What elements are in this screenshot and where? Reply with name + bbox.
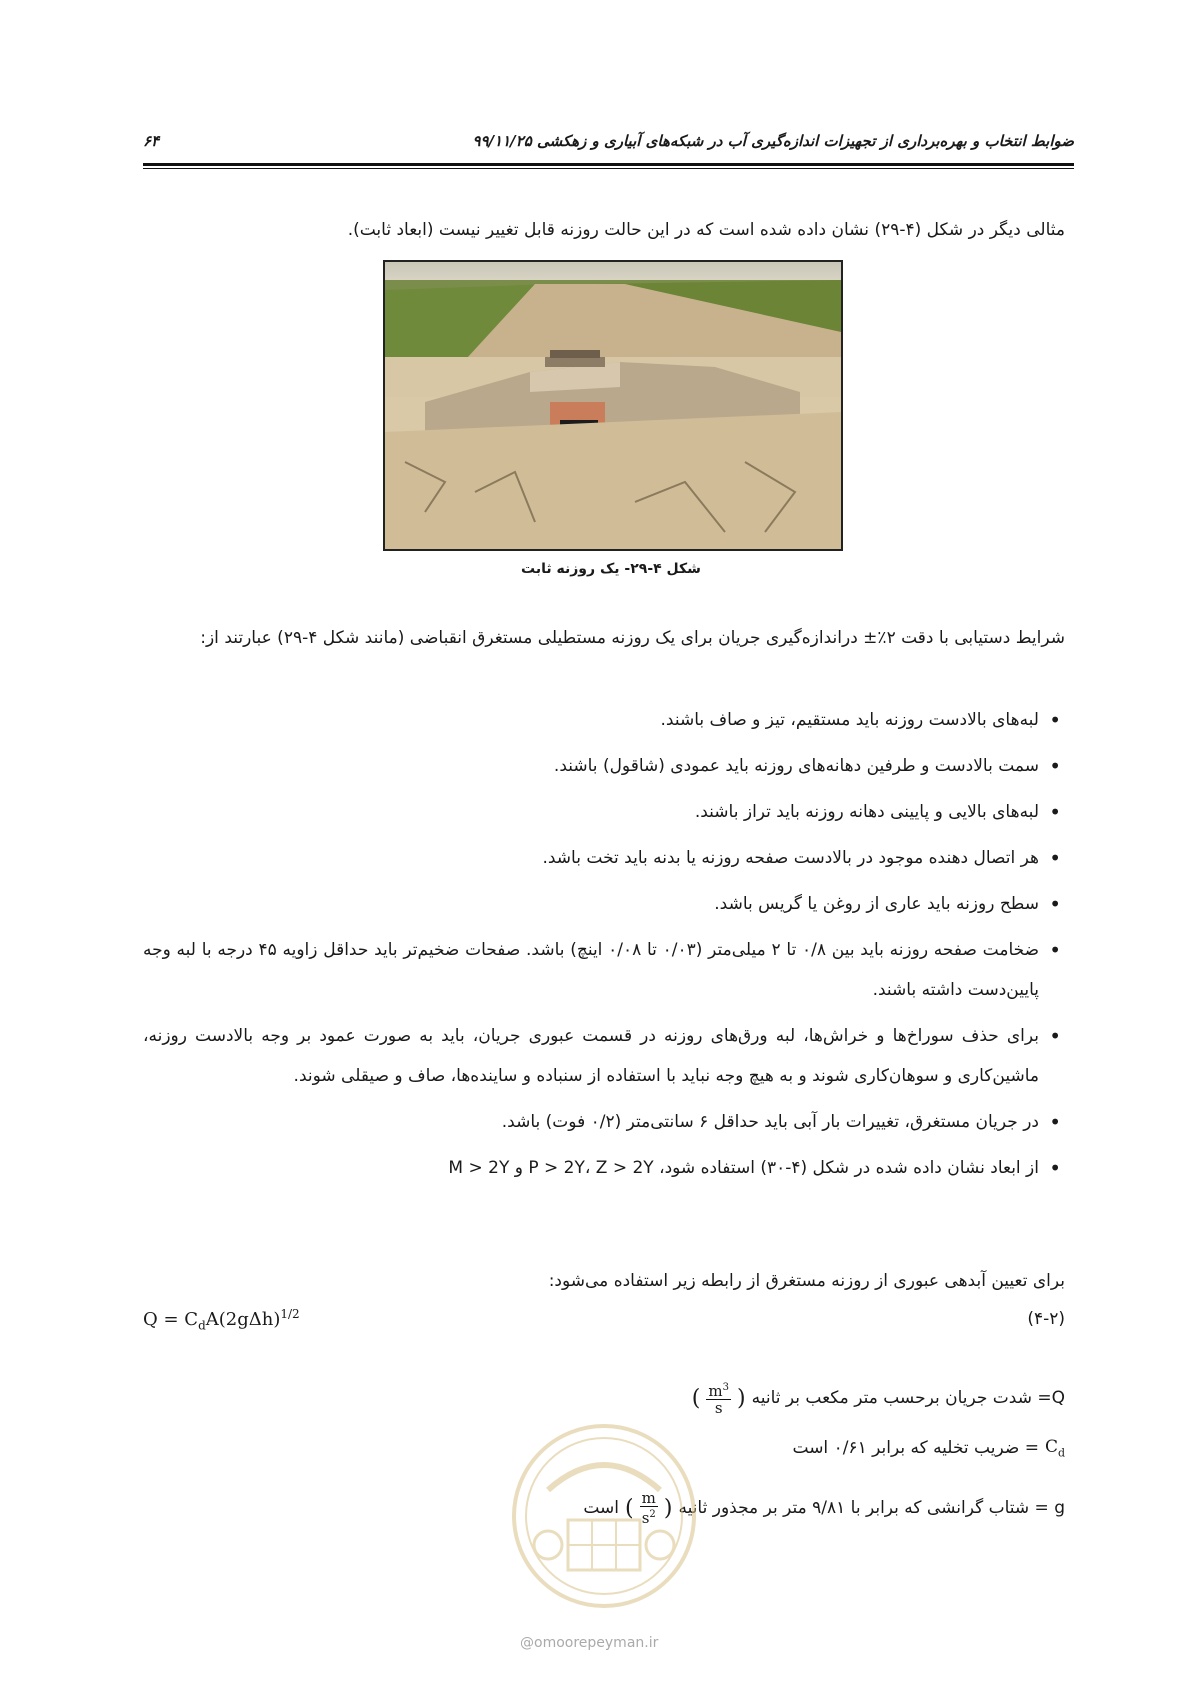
list-item: • ضخامت صفحه روزنه باید بین ۰/۸ تا ۲ میلی‌متر (۰/۰۳ تا ۰/۰۸ اینچ) باشد. صفحات ضخیم‌تر باید حداقل زاویه ۴۵ درجه با لبه وجه پایین‌دست داشته باشند. [143,930,1065,1010]
list-item: • سطح روزنه باید عاری از روغن یا گریس باشد. [143,884,1065,924]
equation-lead: برای تعیین آبدهی عبوری از روزنه مستغرق از رابطه زیر استفاده می‌شود: [548,1271,1065,1291]
definition-q-text: Q= شدت جریان برحسب متر مکعب بر ثانیه [751,1388,1065,1408]
discharge-equation: $Q = C_dA(2g\Delta h)^{1/2}$ [143,1307,300,1333]
list-item: • در جریان مستغرق، تغییرات بار آبی باید حداقل ۶ سانتی‌متر (۰/۲ فوت) باشد. [143,1102,1065,1142]
list-item: • برای حذف سوراخ‌ها و خراش‌ها، لبه ورق‌های روزنه در قسمت عبوری جریان، باید به صورت عمود بر وجه بالادست روزنه، ماشین‌کاری و سوهان‌کاری شوند و به هیچ وجه نباید با استفاده از سنباده و ساینده‌ها، صاف و صیقلی شوند. [143,1016,1065,1096]
equation-row [143,1307,1065,1343]
intro-paragraph: مثالی دیگر در شکل (۴-۲۹) نشان داده شده است که در این حالت روزنه قابل تغییر نیست (ابعاد ثابت). [347,220,1065,240]
unit-m3-per-s: $\frac{m^3}{s}$ [708,1382,729,1417]
header-rule-thin [143,168,1074,169]
list-item: • لبه‌های بالایی و پایینی دهانه روزنه باید تراز باشند. [143,792,1065,832]
definition-cd-text: = ضریب تخلیه که برابر ۰/۶۱ است [792,1438,1039,1459]
unit-m-per-s2: $\frac{m}{s^2}$ [641,1489,656,1527]
cd-symbol: $C_d$ [1044,1437,1065,1460]
list-item: • هر اتصال دهنده موجود در بالادست صفحه روزنه یا بدنه باید تخت باشد. [143,838,1065,878]
definition-cd [793,1437,1066,1459]
conditions-paragraph: شرایط دستیابی با دقت ۲٪± دراندازه‌گیری جریان برای یک روزنه مستطیلی مستغرق انقباضی (مانند شکل ۴-۲۹) عبارتند از: [200,628,1065,648]
definition-g-text: g = شتاب گرانشی که برابر با ۹/۸۱ متر بر مجذور ثانیه [678,1498,1065,1518]
list-item: • سمت بالادست و طرفین دهانه‌های روزنه باید عمودی (شاقول) باشند. [143,746,1065,786]
conditions-list [143,700,1065,1194]
page-number: ۶۴ [143,132,160,150]
figure-caption: شکل ۴-۲۹- یک روزنه ثابت [521,561,701,577]
watermark-text: @omoorepeyman.ir [520,1635,659,1651]
header-title: ضوابط انتخاب و بهره‌برداری از تجهیزات اندازه‌گیری آب در شبکه‌های آبیاری و زهکشی ۹۹/۱۱/۲۵ [472,132,1074,150]
page-header [143,128,1074,158]
orifice-photo-illustration [385,262,841,549]
figure-photo [383,260,843,551]
definition-g: g = شتاب گرانشی که برابر با ۹/۸۱ متر بر مجذور ثانیه ( $\frac{m}{s^2}$ ) است [583,1489,1065,1527]
list-item: • از ابعاد نشان داده شده در شکل (۴-۳۰) استفاده شود، P > 2Y، Z > 2Y و M > 2Y [143,1148,1065,1188]
watermark-seal-icon [508,1420,700,1612]
definition-q: Q= شدت جریان برحسب متر مکعب بر ثانیه ( $\frac{m^3}{s}$ ) [691,1382,1065,1417]
header-rule-thick [143,163,1074,166]
definition-g-tail: است [583,1498,620,1518]
list-item: • لبه‌های بالادست روزنه باید مستقیم، تیز و صاف باشند. [143,700,1065,740]
equation-number: (۴-۲) [1027,1309,1065,1329]
